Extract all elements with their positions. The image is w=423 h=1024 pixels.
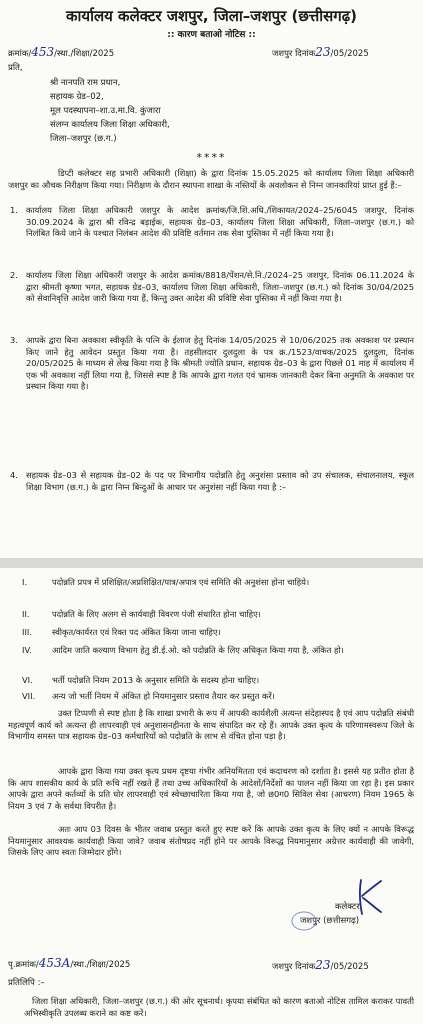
body-paragraph-1: उक्त टिप्पणी से स्पष्ट होता है कि शाखा प्रभारी के रूप में आपकी कार्यशैली अत्यन्त संदेहास्पद है एवं आप पदोन्नति संबंधी महत्वपूर्ण कार्य को अत्यन्त ही लापरवाही एवं अनुशासनहीनता के साथ संपादित कर रहे हैं। आपके उक्त कृत्य के परिणामस्वरूप जिले के विभागीय समस्त पात्र सहायक ग्रेड–03 कर्मचारियों को पदोन्नति के लाभ से वंचित होना पड़ा है। bbox=[8, 708, 414, 742]
notice-subheading: :: कारण बताओ नोटिस :: bbox=[167, 30, 256, 40]
date-line bbox=[272, 47, 369, 60]
item-numeral: IV. bbox=[22, 645, 32, 655]
ref-line bbox=[8, 47, 114, 60]
notice-page-2 bbox=[0, 568, 423, 1024]
office-heading: कार्यालय कलेक्टर जशपुर, जिला–जशपुर (छत्तीसगढ़) bbox=[65, 7, 358, 25]
address-line: संलग्न कार्यालय जिला शिक्षा अधिकारी, bbox=[50, 120, 170, 130]
point-number: 1. bbox=[10, 205, 18, 215]
date-prefix: जशपुर दिनांक bbox=[272, 49, 316, 59]
address-line: श्री नानपति राम प्रधान, bbox=[50, 78, 121, 88]
address-line: जिला–जशपुर (छ.ग.) bbox=[50, 134, 117, 144]
item-text: पदोन्नति के लिए अलग से कार्यवाही विवरण पंजी संधारित होना चाहिए। bbox=[52, 609, 261, 619]
body-paragraph-3: अतः आप 03 दिवस के भीतर जवाब प्रस्तुत करते हुए स्पष्ट करें कि आपके उक्त कृत्य के लिए क्यों न आपके विरूद्ध नियमानुसार आवश्यक कार्यवाही किया जावे? जवाब संतोषप्रद नहीं होने पर आपके विरूद्ध नियमानुसार अग्रेत्तर कार्यवाही की जावेगी, जिसके लिए आप स्वतः जिम्मेदार होंगे। bbox=[8, 824, 414, 858]
copy-recipient-text: जिला शिक्षा अधिकारी, जिला–जशपुर (छ.ग.) की ओर सूचनार्थ। कृपया संबंधित को कारण बताओ नोटिस तामिल कराकर पावती अभिस्वीकृति उपलब्ध कराने का कष्ट करें। bbox=[24, 996, 414, 1018]
ref-suffix: /स्था./शिक्षा/2025 bbox=[54, 49, 115, 59]
date-day-handwritten: 23 bbox=[315, 45, 331, 59]
item-text: आदिम जाति कल्याण विभाग हेतु डी.ई.ओ. को पदोन्नति के लिए अधिकृत किया गया है, अंकित हो। bbox=[52, 645, 344, 655]
ref2-number-handwritten: 453A bbox=[38, 956, 71, 970]
pratilipi-label: प्रतिलिपि :– bbox=[8, 978, 45, 988]
address-line: सहायक ग्रेड–02, bbox=[50, 92, 104, 102]
signatory-title: कलेक्टर bbox=[335, 902, 360, 912]
date2-prefix: जशपुर दिनांक bbox=[272, 962, 316, 972]
item-text: अन्य जो भर्ती नियम में अंकित हो नियमानुसार प्रस्ताव तैयार कर प्रस्तुत करें। bbox=[52, 691, 275, 701]
ref-prefix: क्रमांक/ bbox=[8, 49, 32, 59]
separator-stars: **** bbox=[196, 151, 227, 164]
date2-day-handwritten: 23 bbox=[315, 958, 331, 972]
ref2-prefix: पृ.क्रमांक/ bbox=[8, 960, 39, 970]
point-text: आपके द्वारा बिना अवकाश स्वीकृति के पत्नि के ईलाज हेतु दिनांक 14/05/2025 से 10/06/2025 तक अवकाश पर प्रस्थान किए जाने हेतु आवेदन प्रस्तुत किया गया है। तहसीलदार दुलदुला के पत्र क्र./1523/वाचक/2025 दुलदुला, दिनांक 20/05/2025 के माध्यम से लेख किया गया है कि श्रीमती ज्योति प्रधान, सहायक ग्रेड–03 के द्वारा पिछले 01 माह में कार्यालय में एक भी अवकाश नहीं लिया गया है, जिससे स्पष्ट है कि आपके द्वारा गलत एवं भ्रामक जानकारी देकर बिना अनुमति के अवकाश पर प्रस्थान किया गया है। bbox=[26, 335, 414, 392]
date2-suffix: /05/2025 bbox=[330, 962, 369, 972]
prati-label: प्रति, bbox=[8, 63, 23, 73]
date-suffix: /05/2025 bbox=[330, 49, 369, 59]
ref-number-handwritten: 453 bbox=[31, 45, 55, 59]
body-paragraph-2: आपके द्वारा किया गया उक्त कृत्य प्रथम दृष्टया गंभीर अनियमितता एवं कदाचरण को दर्शाता है। इससे यह प्रतीत होता है कि आप शासकीय कार्य के प्रति रूचि नहीं रखते हैं तथा उच्च अधिकारियों के आदेशों/निर्देशों का पालन नहीं किया जा रहा है। इस प्रकार आपके द्वारा अपने कर्तव्यों के प्रति घोर लापरवाही एवं स्वेच्छाचारिता किया गया है, जो छ0ग0 सिविल सेवा (आचरण) नियम 1965 के नियम 3 एवं 7 के सर्वथा विपरीत है। bbox=[8, 766, 414, 811]
item-text: भर्ती पदोन्नति नियम 2013 के अनुसार समिति के सदस्य होना चाहिए। bbox=[52, 675, 260, 685]
item-text: पदोन्नति प्रपत्र में प्रशिक्षित/अप्रशिक्षित/पात्र/अपात्र एवं समिति की अनुशंसा होना चाहिये। bbox=[52, 577, 310, 587]
point-number: 3. bbox=[10, 335, 18, 345]
point-text: कार्यालय जिला शिक्षा अधिकारी जशपुर के आदेश क्रमांक/जि.शि.अधि./शिकायत/2024–25/6045 जशपुर, दिनांक 30.09.2024 के द्वारा श्री रविन्द्र बड़ाईक, सहायक ग्रेड–03, कार्यालय जिला शिक्षा अधिकारी, जिला–जशपुर (छ.ग.) को निलंबित किये जाने के पश्चात निलंबन आदेश की प्रविष्टि वर्तमान तक सेवा पुस्तिका में नहीं किया गया है। bbox=[26, 205, 414, 239]
item-text: स्वीकृत/कार्यरत एवं रिक्त पद अंकित किया जाना चाहिए। bbox=[52, 627, 221, 637]
point-number: 2. bbox=[10, 270, 18, 280]
item-numeral: VII. bbox=[22, 691, 36, 701]
item-numeral: VI. bbox=[22, 675, 33, 685]
intro-paragraph: डिप्टी कलेक्टर सह प्रभारी अधिकारी (शिक्षा) के द्वारा दिनांक 15.05.2025 को कार्यालय जिला शिक्षा अधिकारी जशपुर का औचक निरीक्षण किया गया। निरीक्षण के दौरान स्थापना शाखा के नस्तियों के अवलोकन से निम्न जानकारियां प्राप्त हुई हैं:– bbox=[8, 168, 414, 190]
item-numeral: II. bbox=[22, 609, 30, 619]
point-number: 4. bbox=[10, 470, 18, 480]
date2-line bbox=[272, 960, 369, 973]
ref2-suffix: /स्था./शिक्षा/2025 bbox=[70, 960, 131, 970]
address-line: मूल पदस्थापना–शा.उ.मा.वि. कुंजारा bbox=[50, 106, 161, 116]
point-text: कार्यालय जिला शिक्षा अधिकारी जशपुर के आदेश क्रमांक/8818/पेंशन/से.नि./2024–25 जशपुर, दिनांक 06.11.2024 के द्वारा श्रीमती कृष्णा भगत, सहायक ग्रेड–03, कार्यालय जिला शिक्षा अधिकारी, जिला–जशपुर (छ.ग.) को दिनांक 30/04/2025 को सेवानिवृत्ति आदेश जारी किया गया हैं, किन्तु उक्त आदेश की प्रविष्टि सेवा पुस्तिका में नहीं किया गया है। bbox=[26, 270, 414, 304]
page-gap bbox=[0, 558, 423, 568]
item-numeral: I. bbox=[22, 577, 28, 587]
signatory-place: जशपुर (छत्तीसगढ़) bbox=[300, 916, 360, 926]
ref2-line bbox=[8, 958, 130, 971]
seal-stamp bbox=[290, 910, 382, 932]
point-text: सहायक ग्रेड–03 से सहायक ग्रेड–02 के पद पर विभागीय पदोन्नति हेतु अनुशंसा प्रस्ताव को उप संचालक, संचालनालय, स्कूल शिक्षा विभाग (छ.ग.) के द्वारा निम्न बिन्दुओं के आधार पर अनुशंसा नहीं किया गया है :– bbox=[26, 470, 414, 492]
item-numeral: III. bbox=[22, 627, 32, 637]
